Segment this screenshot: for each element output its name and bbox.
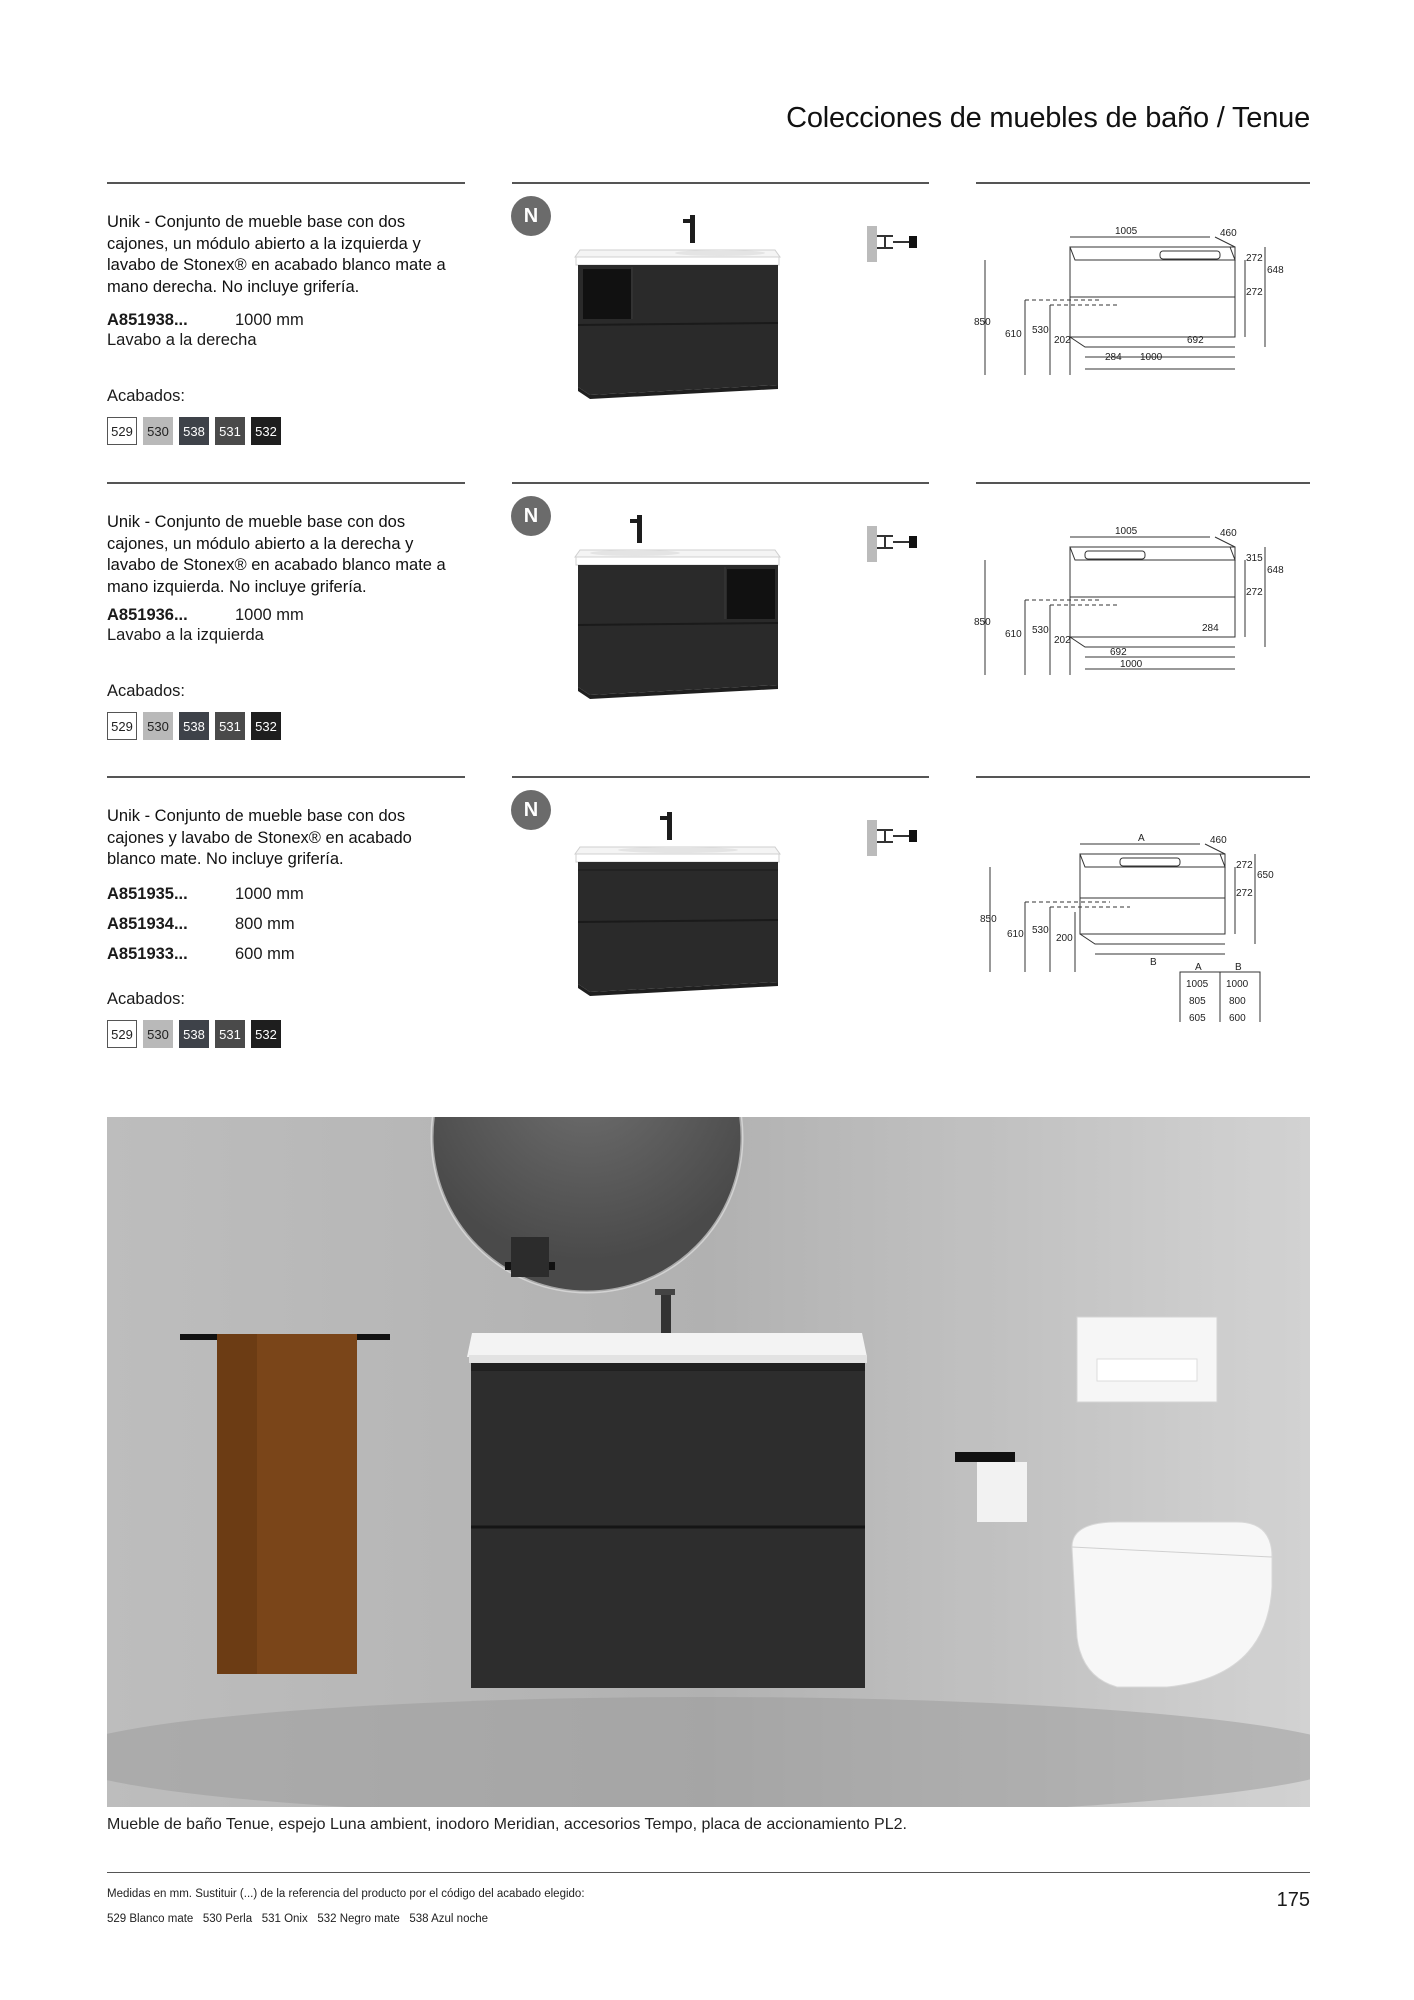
finish-swatch: 529 [107, 417, 137, 445]
finish-swatch: 532 [251, 712, 281, 740]
finish-swatch: 530 [143, 712, 173, 740]
dim-h2: 272 [1246, 587, 1263, 598]
finish-swatch: 531 [215, 1020, 245, 1048]
dim-d3: 200 [1056, 933, 1073, 944]
dim-d1: 610 [1005, 629, 1022, 640]
dim-d1: 610 [1005, 329, 1022, 340]
finish-swatch: 530 [143, 1020, 173, 1048]
finish-swatch: 532 [251, 417, 281, 445]
dim-depth: 460 [1220, 528, 1237, 539]
divider [976, 776, 1310, 778]
technical-drawing [970, 515, 1300, 685]
description-line: blanco mate. No incluye grifería. [107, 850, 344, 868]
dim-base: 1000 [1140, 352, 1163, 363]
finish-legend: 529 Blanco mate 530 Perla 531 Onix 532 Negro mate 538 Azul noche [107, 1913, 489, 1925]
divider [107, 482, 465, 484]
size-table-header: B [1235, 962, 1242, 973]
dim-depth: 460 [1220, 228, 1237, 239]
wall-mount-icon [865, 522, 920, 566]
product-code: A851936... [107, 606, 188, 624]
wall-mount-icon [865, 222, 920, 266]
dim-open: 284 [1105, 352, 1122, 363]
dim-d2: 530 [1032, 925, 1049, 936]
dim-h1: 272 [1236, 860, 1253, 871]
finish-swatch: 531 [215, 712, 245, 740]
dim-total-h: 650 [1257, 870, 1274, 881]
size-table-cell: 1000 [1226, 979, 1249, 990]
description-line: mano derecha. No incluye grifería. [107, 277, 360, 296]
dim-base: 1000 [1120, 659, 1143, 670]
description-line: lavabo de Stonex® en acabado blanco mate a [107, 556, 446, 574]
product-size: 800 mm [235, 915, 295, 933]
vanity-render-right-basin [570, 215, 785, 405]
description-line: Unik - Conjunto de mueble base con dos [107, 807, 406, 825]
wall-mount-icon [865, 816, 920, 860]
dim-total-h: 648 [1267, 265, 1284, 276]
product-size: 600 mm [235, 945, 295, 963]
finish-swatches [107, 712, 281, 740]
divider [512, 482, 929, 484]
new-badge: N [511, 790, 551, 830]
divider [107, 776, 465, 778]
dim-floor: 850 [980, 914, 997, 925]
vanity-render-left-basin [570, 515, 785, 705]
description-line: Unik - Conjunto de mueble base con dos [107, 513, 406, 531]
dim-d2: 530 [1032, 325, 1049, 336]
dim-d2: 530 [1032, 625, 1049, 636]
size-table-header: A [1195, 962, 1202, 973]
finish-swatch: 530 [143, 417, 173, 445]
divider [512, 776, 929, 778]
dim-basin: 692 [1110, 647, 1127, 658]
product-description [107, 806, 467, 871]
divider [976, 482, 1310, 484]
description-line: lavabo de Stonex® en acabado blanco mate a [107, 256, 446, 274]
dim-depth: 460 [1210, 835, 1227, 846]
dim-d1: 610 [1007, 929, 1024, 940]
product-size: 1000 mm [235, 606, 304, 624]
divider [107, 182, 465, 184]
finish-swatch: 538 [179, 1020, 209, 1048]
dim-d3: 202 [1054, 635, 1071, 646]
product-code: A851938... [107, 311, 188, 329]
description-line: cajones, un módulo abierto a la derecha y [107, 534, 414, 553]
size-table-cell: 805 [1189, 996, 1206, 1007]
dim-h2: 272 [1236, 888, 1253, 899]
finish-swatch: 529 [107, 1020, 137, 1048]
dim-width: 1005 [1115, 526, 1138, 537]
product-code-row [107, 310, 304, 330]
dim-h1: 315 [1246, 553, 1263, 564]
finish-swatch: 529 [107, 712, 137, 740]
technical-drawing [970, 215, 1300, 385]
dim-floor: 850 [974, 617, 991, 628]
product-code: A851933... [107, 945, 188, 963]
description-line: cajones, un módulo abierto a la izquierda y [107, 234, 421, 253]
product-code-row [107, 605, 304, 625]
dim-width: A [1138, 833, 1145, 844]
dim-d3: 202 [1054, 335, 1071, 346]
dim-h1: 272 [1246, 253, 1263, 264]
finishes-label: Acabados: [107, 387, 185, 405]
product-subtitle: Lavabo a la izquierda [107, 626, 264, 644]
product-description [107, 512, 467, 598]
finish-swatches [107, 417, 281, 445]
size-table-cell: 605 [1189, 1013, 1206, 1022]
dim-h2: 272 [1246, 287, 1263, 298]
size-table-cell: 800 [1229, 996, 1246, 1007]
product-code-row [107, 944, 295, 964]
description-line: cajones y lavabo de Stonex® en acabado [107, 828, 412, 847]
page-title: Colecciones de muebles de baño / Tenue [786, 102, 1310, 134]
page-number: 175 [1276, 1889, 1310, 1911]
photo-caption: Mueble de baño Tenue, espejo Luna ambient, inodoro Meridian, accesorios Tempo, placa de accionamiento PL2. [107, 1816, 907, 1833]
divider [976, 182, 1310, 184]
footer-note: Medidas en mm. Sustituir (...) de la referencia del producto por el código del acabado elegido: [107, 1888, 585, 1900]
product-code-row [107, 914, 295, 934]
product-code-row [107, 884, 304, 904]
product-code: A851934... [107, 915, 188, 933]
dim-width: 1005 [1115, 226, 1138, 237]
product-code: A851935... [107, 885, 188, 903]
bathroom-photo [107, 1117, 1310, 1807]
dim-floor: 850 [974, 317, 991, 328]
size-table-cell: 1005 [1186, 979, 1209, 990]
finishes-label: Acabados: [107, 682, 185, 700]
technical-drawing [970, 822, 1300, 1022]
finish-swatch: 538 [179, 417, 209, 445]
product-description [107, 212, 467, 298]
vanity-render-two-drawers [570, 812, 785, 1002]
finish-swatch: 538 [179, 712, 209, 740]
size-table-cell: 600 [1229, 1013, 1246, 1022]
finish-swatches [107, 1020, 281, 1048]
finishes-label: Acabados: [107, 990, 185, 1008]
new-badge: N [511, 496, 551, 536]
product-size: 1000 mm [235, 311, 304, 329]
product-subtitle: Lavabo a la derecha [107, 331, 257, 349]
finish-swatch: 531 [215, 417, 245, 445]
description-line: mano izquierda. No incluye grifería. [107, 577, 367, 596]
dim-basin: 692 [1187, 335, 1204, 346]
dim-open: 284 [1202, 623, 1219, 634]
dim-base: B [1150, 957, 1157, 968]
new-badge: N [511, 196, 551, 236]
footer-divider [107, 1872, 1310, 1873]
divider [512, 182, 929, 184]
finish-swatch: 532 [251, 1020, 281, 1048]
product-size: 1000 mm [235, 885, 304, 903]
description-line: Unik - Conjunto de mueble base con dos [107, 213, 406, 231]
dim-total-h: 648 [1267, 565, 1284, 576]
